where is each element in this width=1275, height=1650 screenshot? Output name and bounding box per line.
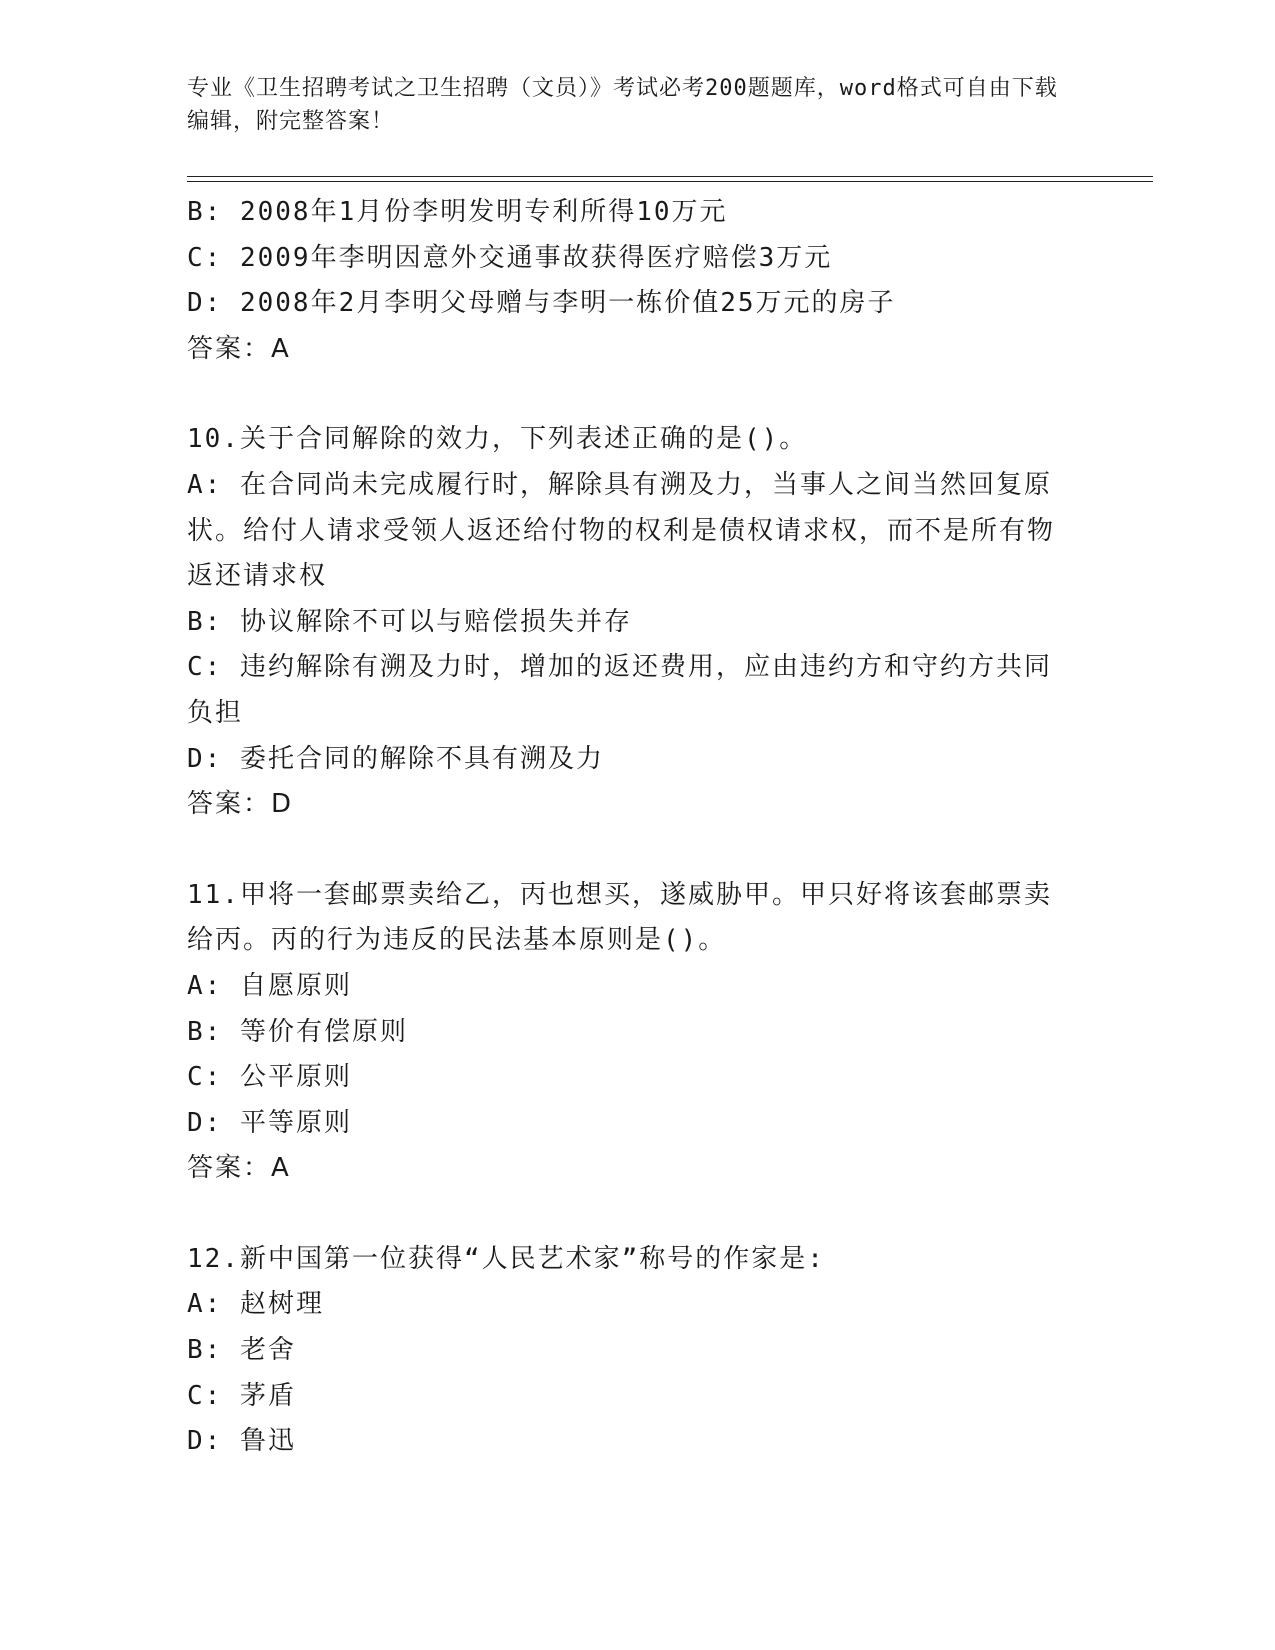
header-rule-top <box>187 176 1153 177</box>
option-b: B: 2008年1月份李明发明专利所得10万元 <box>187 197 728 227</box>
option-a: A: 在合同尚未完成履行时，解除具有溯及力，当事人之间当然回复原状。给付人请求受领人返还给付物的权利是债权请求权，而不是所有物返还请求权 <box>187 469 1056 592</box>
question-stem: 10.关于合同解除的效力，下列表述正确的是()。 <box>187 424 808 455</box>
answer-line: 答案：A <box>187 333 291 364</box>
answer-line: 答案：D <box>187 789 294 820</box>
option-d: D: 平等原则 <box>187 1107 352 1138</box>
option-b: B: 老舍 <box>187 1335 296 1366</box>
option-c: C: 2009年李明因意外交通事故获得医疗赔偿3万元 <box>187 242 833 273</box>
option-c: C: 公平原则 <box>187 1062 352 1093</box>
header-rule-bottom <box>187 181 1153 182</box>
question-list <box>187 190 1067 1465</box>
option-d: D: 2008年2月李明父母赠与李明一栋价值25万元的房子 <box>187 288 896 319</box>
question-11-block <box>187 873 1067 1192</box>
option-b: B: 等价有偿原则 <box>187 1016 408 1047</box>
option-d: D: 鲁迅 <box>187 1426 296 1457</box>
answer-line: 答案：A <box>187 1153 291 1184</box>
option-a: A: 赵树理 <box>187 1289 324 1320</box>
question-10-block <box>187 417 1067 827</box>
question-stem: 12.新中国第一位获得“人民艺术家”称号的作家是: <box>187 1243 825 1274</box>
option-d: D: 委托合同的解除不具有溯及力 <box>187 743 604 774</box>
document-header: 专业《卫生招聘考试之卫生招聘（文员）》考试必考200题题库，word格式可自由下载编辑，附完整答案！ <box>187 76 1058 134</box>
option-c: C: 违约解除有溯及力时，增加的返还费用，应由违约方和守约方共同负担 <box>187 652 1052 728</box>
option-c: C: 茅盾 <box>187 1380 296 1411</box>
question-12-block <box>187 1237 1067 1465</box>
option-b: B: 协议解除不可以与赔偿损失并存 <box>187 606 632 637</box>
prev-question-block <box>187 190 1067 372</box>
option-a: A: 自愿原则 <box>187 970 352 1001</box>
question-stem: 11.甲将一套邮票卖给乙，丙也想买，遂威胁甲。甲只好将该套邮票卖给丙。丙的行为违反的民法基本原则是()。 <box>187 879 1052 956</box>
